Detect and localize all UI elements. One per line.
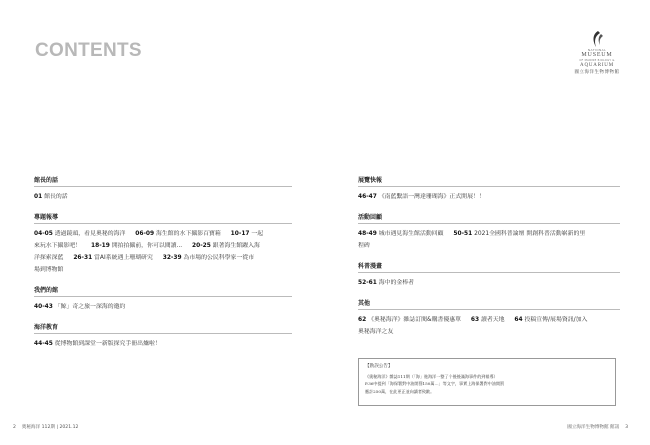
toc-entry[interactable]: 48-49 城市遇見海生館活動回顧: [358, 231, 444, 237]
notice-body-line: 應計250萬，在此更正並向讀者致歉。: [365, 388, 435, 394]
toc-entry[interactable]: 10-17 一起: [230, 231, 264, 237]
toc-entry[interactable]: 50-51 2021全國科普論壇 開創科普活動嶄新的里: [453, 231, 586, 237]
toc-entry-continuation[interactable]: 場到博物館: [34, 267, 64, 273]
footer-left: [13, 424, 78, 430]
notice-title: 【勘誤公告】: [365, 364, 393, 369]
logo-line-3: OF MARINE BIOLOGY &: [579, 59, 615, 62]
logo-line-5: 國立海洋生物博物館: [574, 69, 620, 75]
toc-entry-continuation[interactable]: 奧秘海洋之友: [358, 329, 394, 335]
section-title: 科普漫畫: [358, 261, 620, 273]
toc-entry[interactable]: 63 讀者天地: [470, 317, 505, 323]
section-body: [358, 277, 620, 289]
toc-entry[interactable]: 46-47 《南藍繫語一灣達珊瑚海》正式開展！！: [358, 194, 485, 200]
section-body: [34, 338, 292, 350]
section-body: [358, 314, 620, 338]
logo-line-1: NATIONAL: [587, 48, 607, 52]
fin-logo-icon: [589, 30, 605, 48]
logo-line-2: MUSEUM: [581, 52, 613, 58]
section-title: 館長的話: [34, 175, 292, 187]
section-our-museum: [34, 285, 292, 313]
section-title: 海洋教育: [34, 322, 292, 334]
museum-logo: [572, 30, 622, 76]
section-title: 其他: [358, 298, 620, 310]
toc-entry-continuation[interactable]: 程碑: [358, 243, 370, 249]
section-body: [34, 191, 292, 203]
contents-title: CONTENTS: [35, 40, 142, 61]
section-exhibition: [358, 175, 620, 203]
section-events: [358, 212, 620, 252]
errata-notice: [358, 358, 616, 406]
section-education: [34, 322, 292, 350]
logo-line-4: AQUARIUM: [580, 62, 614, 68]
page-number-right: 3: [625, 425, 628, 430]
notice-body-line: 《奧秘海洋》雜誌111期（「海」進海洋一整了个後後滿海事件的到報導）: [365, 374, 498, 379]
section-title: 活動回顧: [358, 212, 620, 224]
toc-entry-continuation[interactable]: 洋探索深藍: [34, 255, 64, 261]
toc-entry-continuation[interactable]: 來玩水下攝影吧！: [34, 243, 82, 249]
page-number-left: 2: [13, 425, 16, 430]
toc-entry[interactable]: 26-31 當AI系統遇上珊瑚研究: [73, 255, 153, 261]
section-title: 專題報導: [34, 212, 292, 224]
left-column: [34, 175, 292, 359]
section-director: [34, 175, 292, 203]
footer-left-text: 奧秘海洋 112期 | 2021.12: [21, 425, 79, 430]
footer-right: [567, 424, 628, 430]
section-body: [358, 191, 620, 203]
toc-entry[interactable]: 44-45 從博物館到課堂一新版探究手冊出爐啦！: [34, 341, 161, 347]
section-body: [358, 228, 620, 252]
toc-entry[interactable]: 01 館長的話: [34, 194, 68, 200]
toc-entry[interactable]: 18-19 開拍拍攝前，你可以閱讀...: [91, 243, 183, 249]
section-body: [34, 228, 292, 276]
section-feature: [34, 212, 292, 276]
notice-body-line: P.36中提到「海保署對中油開罰150萬…」等文字，事實上海保署對中油開罰: [365, 381, 505, 387]
right-column: [358, 175, 620, 347]
toc-entry[interactable]: 52-61 海中的金棒者: [358, 280, 415, 286]
footer-right-text: 國立海洋生物博物館 館訊: [567, 425, 620, 430]
section-comics: [358, 261, 620, 289]
section-body: [34, 301, 292, 313]
section-title: 我們的館: [34, 285, 292, 297]
toc-entry[interactable]: 20-25 跟著海生館躍入海: [192, 243, 260, 249]
toc-entry[interactable]: 40-43 「鯨」奇之旅一深海的邀約: [34, 304, 126, 310]
toc-entry[interactable]: 32-39 為市場的公民科學家一從市: [162, 255, 255, 261]
toc-entry[interactable]: 06-09 海生館的水下攝影百寶箱: [135, 231, 221, 237]
toc-entry[interactable]: 04-05 透過鏡頭，看見奧秘的海洋: [34, 231, 126, 237]
toc-entry[interactable]: 62 《奧秘海洋》雜誌訂閱&購書優惠單: [358, 317, 462, 323]
section-others: [358, 298, 620, 338]
section-title: 展覽快報: [358, 175, 620, 187]
toc-entry[interactable]: 64 投稿宣傳/展場資訊/加入: [514, 317, 588, 323]
